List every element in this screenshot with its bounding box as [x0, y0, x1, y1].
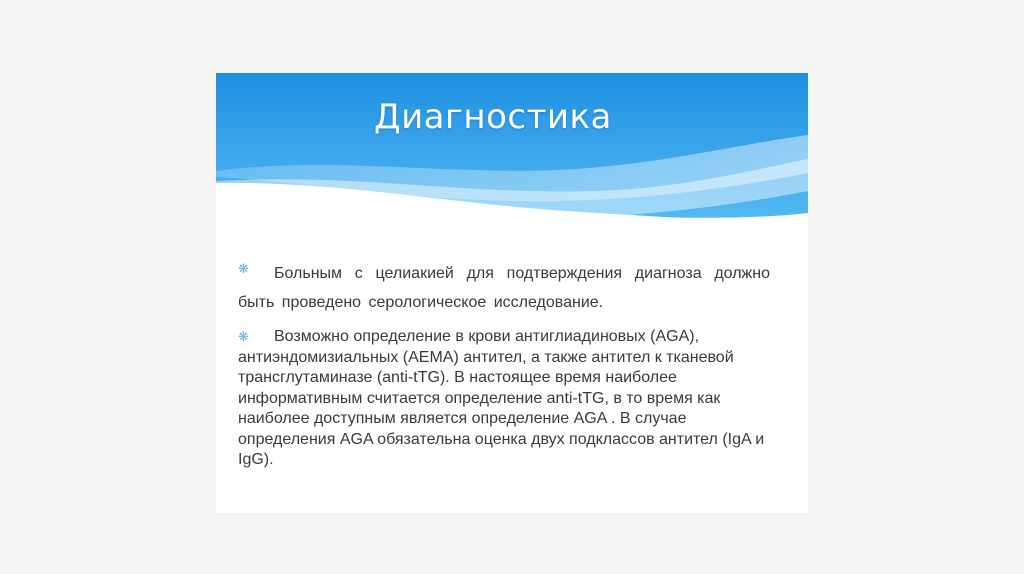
bullet-item-1: [238, 259, 770, 317]
slide-body: [238, 259, 770, 481]
bullet-text: Возможно определение в крови антиглиадиновых (AGA), антиэндомизиальных (AEMA) антител, а также антител к тканевой трансглутаминазе (anti-tTG). В настоящее время наиболее информативным считается определение anti-tTG, в то время как наиболее доступным является определение AGA . В случае определения AGA обязательна оценка двух подклассов антител (IgA и IgG).: [238, 328, 765, 468]
bullet-item-2: [238, 327, 770, 471]
asterisk-bullet-icon: ❋: [238, 329, 249, 344]
bullet-text: Больным с целиакией для подтверждения диагноза должно быть проведено серологическое исследование.: [238, 265, 770, 311]
asterisk-bullet-icon: ❋: [238, 261, 249, 276]
slide: [216, 73, 808, 513]
slide-title: Диагностика: [374, 97, 612, 137]
